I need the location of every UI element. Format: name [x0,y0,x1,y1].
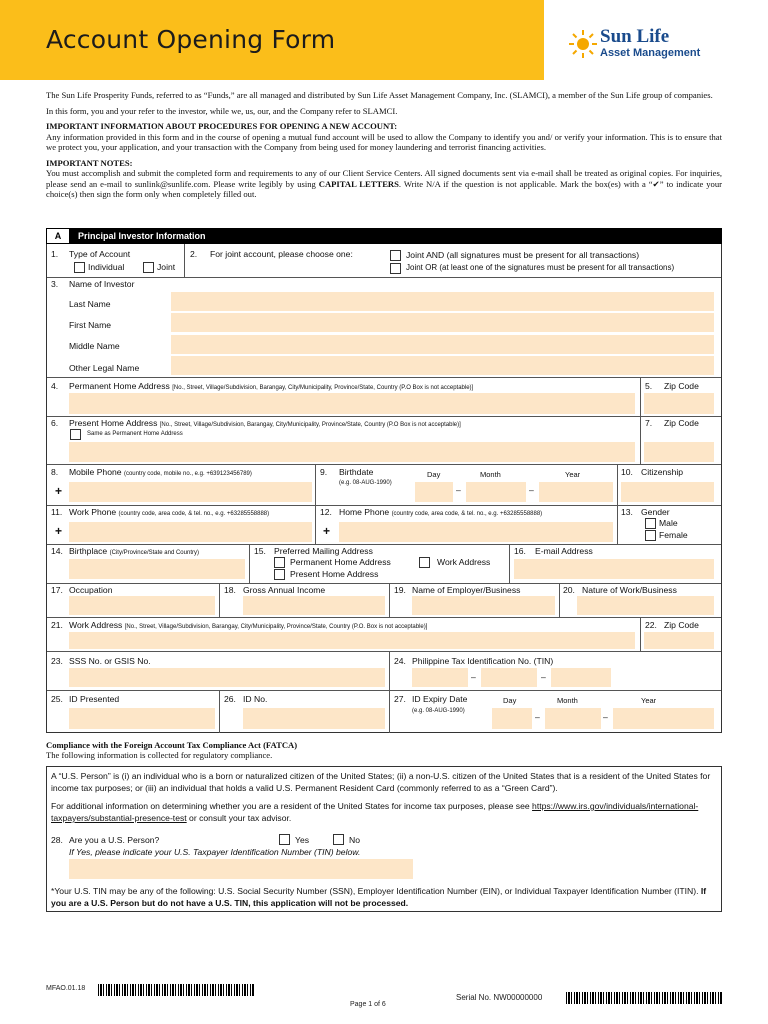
field-number: 9. [320,467,328,477]
joint-and-checkbox[interactable] [390,250,401,261]
field-number: 2. [190,249,198,259]
work-zip-input[interactable] [644,632,714,649]
gender-label: Gender [641,507,670,517]
permanent-zip-input[interactable] [644,393,714,414]
col-divider [219,690,220,733]
permanent-address-label [69,381,473,391]
id-no-input[interactable] [243,708,385,729]
field-number: 3. [51,279,59,289]
us-tin-input[interactable] [69,859,413,879]
permanent-address-title: Permanent Home Address [69,381,170,391]
fatca-heading [46,740,297,760]
id-presented-input[interactable] [69,708,215,729]
birthplace-input[interactable] [69,559,245,579]
expiry-month-input[interactable] [545,708,601,729]
female-label: Female [659,530,688,540]
male-label: Male [659,518,678,528]
male-checkbox[interactable] [645,518,656,529]
brand-subname: Asset Management [600,47,701,59]
sun-life-logo [568,26,738,66]
year-label: Year [641,696,657,705]
home-phone-title: Home Phone [339,507,390,517]
field-number: 14. [51,546,63,556]
row-divider [47,617,721,618]
intro-p3: Any information provided in this form and in the course of opening a mutual fund account will be used to allow the Company to identify you and/ or verify your information. This is to ensure that we protect you, your application, and your transaction with the Company from being used for money laundering and terrorist financing activities. [46,131,722,152]
field-number: 23. [51,656,63,666]
joint-label: Joint [157,262,176,272]
dash: – [529,485,534,495]
birth-month-input[interactable] [466,482,526,502]
mail-permanent-label: Permanent Home Address [290,557,391,567]
other-legal-name-label: Other Legal Name [69,363,140,373]
field-number: 13. [621,507,633,517]
work-phone-hint: (country code, area code, & tel. no., e.g. +63285558888) [118,511,270,517]
work-address-input[interactable] [69,632,635,649]
field-number: 22. [645,620,657,630]
col-divider [640,377,641,464]
col-divider [389,583,390,617]
id-expiry-label: ID Expiry Date [412,694,468,704]
row-divider [47,505,721,506]
mobile-phone-label [69,467,252,477]
month-label: Month [480,470,501,479]
tin-part1-input[interactable] [412,668,468,687]
permanent-address-input[interactable] [69,393,635,414]
barcode-right [566,992,722,1004]
row-divider [47,544,721,545]
tin-part3-input[interactable] [551,668,611,687]
middle-name-input[interactable] [171,335,714,354]
us-tin-instruction: If Yes, please indicate your U.S. Taxpayer Identification Number (TIN) below. [69,847,361,857]
fatca-subtitle: The following information is collected for regulatory compliance. [46,750,273,760]
sss-input[interactable] [69,668,385,687]
field-number: 8. [51,467,59,477]
home-phone-input[interactable] [339,522,613,542]
us-person-no-checkbox[interactable] [333,834,344,845]
us-tin-note-b: If you are a U.S. Person but do not have a U.S. TIN, this application will not be processed. [51,886,707,908]
field-number: 25. [51,694,63,704]
home-phone-hint: (country code, area code, & tel. no., e.g. +63285558888) [391,511,543,517]
sun-icon [568,28,598,58]
nature-of-work-input[interactable] [577,596,714,615]
joint-or-checkbox[interactable] [390,263,401,274]
present-address-input[interactable] [69,442,635,462]
field-number: 20. [563,585,575,595]
intro-p2: In this form, you and your refer to the investor, while we, us, our, and the Company refer to SLAMCI. [46,105,398,116]
field-number: 11. [51,507,63,517]
field-number: 6. [51,418,59,428]
intro-p4-a: You must accomplish and submit the completed form and requirements to any of our Client Service Centers. All signed documents sent via e-mail shall be treated as original copies. For inquiries, please send an e-mail to sunlink@sunlife.com. Please write legibly by using [46,168,722,189]
mail-work-label: Work Address [437,557,491,567]
fatca-p2-a: For additional information on determining whether you are a resident of the United States for income tax purposes, please see [51,801,533,811]
email-input[interactable] [514,559,714,579]
us-tin-note-a: *Your U.S. TIN may be any of the following: U.S. Social Security Number (SSN), Employer Identification Number (EIN), or Individual Taxpayer Identification Number (ITIN). [51,886,701,896]
id-expiry-hint: (e.g. 08-AUG-1990) [412,708,465,714]
present-address-title: Present Home Address [69,418,158,428]
zip-code-label: Zip Code [664,620,699,630]
intro-p1: The Sun Life Prosperity Funds, referred to as “Funds,” are all managed and distributed by Sun Life Asset Management Company, Inc. (SLAMCI), a member of the Sun Life group of companies. [46,90,713,100]
col-divider [617,464,618,544]
occupation-input[interactable] [69,596,215,615]
month-label: Month [557,696,578,705]
field-number: 17. [51,585,63,595]
work-address-hint: [No., Street, Village/Subdivision, Barangay, City/Municipality, Province/State, Country (P.O. Box is not acceptable)] [124,624,428,630]
mailing-address-label: Preferred Mailing Address [274,546,373,556]
barcode-left [98,984,254,996]
field-number: 26. [224,694,236,704]
work-address-title: Work Address [69,620,123,630]
dash: – [456,485,461,495]
fatca-title: Compliance with the Foreign Account Tax Compliance Act (FATCA) [46,740,298,750]
zip-code-label: Zip Code [664,381,699,391]
same-as-permanent-label: Same as Permanent Home Address [87,431,183,437]
present-zip-input[interactable] [644,442,714,462]
birth-day-input[interactable] [415,482,453,502]
yes-label: Yes [295,835,310,845]
expiry-day-input[interactable] [492,708,532,729]
email-label: E-mail Address [535,546,593,556]
row-divider [47,416,721,417]
first-name-input[interactable] [171,313,714,332]
day-label: Day [427,470,441,479]
row-divider [47,651,721,652]
dash: – [541,672,546,682]
field-number: 5. [645,381,653,391]
fatca-us-person-def: A “U.S. Person” is (i) an individual who is a born or naturalized citizen of the United States; (ii) a non-U.S. citizen of the United States that is a resident of the United States for income tax purposes; or (iii) an individual that holds a valid U.S. Permanent Resident Card (commonly referred to as a “Green Card”). [51,771,711,793]
tin-part2-input[interactable] [481,668,537,687]
section-title: Principal Investor Information [78,231,206,241]
individual-label: Individual [88,262,125,272]
last-name-label: Last Name [69,299,111,309]
mobile-phone-title: Mobile Phone [69,467,122,477]
citizenship-input[interactable] [621,482,714,502]
work-phone-input[interactable] [69,522,312,542]
home-phone-label [339,507,542,517]
col-divider [184,244,185,277]
gross-income-label: Gross Annual Income [243,585,326,595]
field-number: 18. [224,585,236,595]
intro-p4 [46,168,722,200]
section-a-header [46,228,722,244]
section-letter: A [46,228,70,244]
field-number: 19. [394,585,406,595]
present-address-label [69,418,461,428]
joint-checkbox[interactable] [143,262,154,273]
col-divider [509,544,510,583]
mobile-phone-hint: (country code, mobile no., e.g. +639123456789) [123,471,252,477]
type-of-account-label: Type of Account [69,249,131,259]
permanent-address-hint: [No., Street, Village/Subdivision, Barangay, City/Municipality, Province/State, Country (P.O Box is not acceptable)] [172,385,474,391]
individual-checkbox[interactable] [74,262,85,273]
same-as-permanent-checkbox[interactable] [70,429,81,440]
last-name-input[interactable] [171,292,714,311]
serial-number: Serial No. NW00000000 [456,993,543,1002]
expiry-year-input[interactable] [613,708,714,729]
dash: – [471,672,476,682]
fatca-additional-info [51,800,717,824]
row-divider [47,277,721,278]
header-banner [0,0,544,80]
birthdate-hint: (e.g. 08-AUG-1990) [339,480,392,486]
mail-present-label: Present Home Address [290,569,379,579]
col-divider [640,617,641,651]
intro-heading-2: IMPORTANT NOTES: [46,157,133,168]
field-number: 1. [51,249,59,259]
field-number: 15. [254,546,266,556]
citizenship-label: Citizenship [641,467,684,477]
field-number: 21. [51,620,63,630]
col-divider [389,651,390,690]
zip-code-label: Zip Code [664,418,699,428]
field-number: 27. [394,694,406,704]
mail-permanent-checkbox[interactable] [274,557,285,568]
id-presented-label: ID Presented [69,694,120,704]
middle-name-label: Middle Name [69,341,120,351]
first-name-label: First Name [69,320,112,330]
col-divider [559,583,560,617]
field-number: 24. [394,656,406,666]
intro-text [46,90,722,205]
page-title: Account Opening Form [46,25,336,54]
irs-link[interactable]: https://www.irs.gov/individuals/international-taxpayers/substantial-presence-test [51,801,699,823]
birthplace-title: Birthplace [69,546,108,556]
employer-input[interactable] [412,596,555,615]
principal-investor-form [46,244,722,733]
intro-p4-b: CAPITAL LETTERS [318,178,399,189]
row-divider [47,583,721,584]
tin-label: Philippine Tax Identification No. (TIN) [412,656,554,666]
occupation-label: Occupation [69,585,113,595]
plus-sign: + [323,524,331,538]
no-label: No [349,835,360,845]
employer-label: Name of Employer/Business [412,585,521,595]
other-legal-name-input[interactable] [171,356,714,375]
fatca-box [46,766,722,912]
id-no-label: ID No. [243,694,268,704]
birthdate-label: Birthdate [339,467,374,477]
field-number: 28. [51,835,63,845]
row-divider [47,377,721,378]
col-divider [219,583,220,617]
joint-and-label: Joint AND (all signatures must be present for all transactions) [406,250,640,260]
mail-present-checkbox[interactable] [274,569,285,580]
dash: – [535,712,540,722]
present-address-hint: [No., Street, Village/Subdivision, Barangay, City/Municipality, Province/State, Country (P.O Box is not acceptable)] [159,422,461,428]
day-label: Day [503,696,517,705]
name-of-investor-label: Name of Investor [69,279,135,289]
work-phone-label [69,507,269,517]
joint-or-label: Joint OR (at least one of the signatures must be present for all transactions) [406,263,675,272]
field-number: 16. [514,546,526,556]
birth-year-input[interactable] [539,482,613,502]
us-tin-note [51,885,717,909]
joint-choice-label: For joint account, please choose one: [210,249,353,259]
dash: – [603,712,608,722]
gross-income-input[interactable] [243,596,385,615]
mail-work-checkbox[interactable] [419,557,430,568]
field-number: 4. [51,381,59,391]
col-divider [389,690,390,733]
col-divider [315,464,316,544]
us-person-question: Are you a U.S. Person? [69,835,160,845]
field-number: 7. [645,418,653,428]
work-phone-title: Work Phone [69,507,117,517]
birthplace-label [69,546,199,556]
field-number: 10. [621,467,633,477]
row-divider [47,464,721,465]
sss-label: SSS No. or GSIS No. [69,656,151,666]
nature-of-work-label: Nature of Work/Business [582,585,677,595]
page-number: Page 1 of 6 [350,1001,386,1008]
birthplace-hint: (City/Province/State and Country) [109,550,199,556]
fatca-p2-b: or consult your tax advisor. [186,813,292,823]
brand-name: Sun Life [600,26,670,47]
year-label: Year [565,470,581,479]
row-divider [47,690,721,691]
female-checkbox[interactable] [645,530,656,541]
form-code: MFAO.01.18 [46,985,86,992]
us-person-yes-checkbox[interactable] [279,834,290,845]
intro-p4-c: . Write N/A if the question is not applicable. Mark the box(es) with a “✔” to indicate your choice(s) then sign the form only when completely filled out. [46,178,722,199]
plus-sign: + [55,484,63,498]
work-address-label [69,620,427,630]
plus-sign: + [55,524,63,538]
intro-heading-1: IMPORTANT INFORMATION ABOUT PROCEDURES FOR OPENING A NEW ACCOUNT: [46,121,398,131]
col-divider [249,544,250,583]
mobile-phone-input[interactable] [69,482,312,502]
field-number: 12. [320,507,332,517]
